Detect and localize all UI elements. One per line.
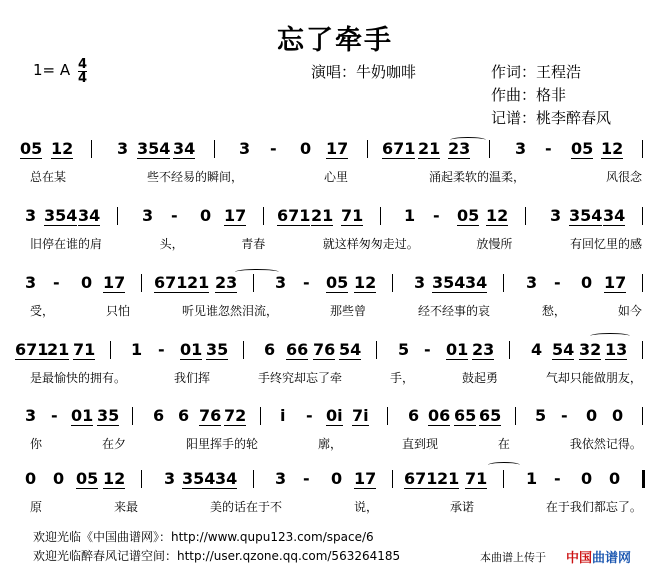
barline — [642, 207, 643, 225]
lyric-phrase: 头， — [159, 237, 184, 251]
note-group: 1 — [404, 206, 416, 225]
note-group: 671 — [404, 469, 438, 488]
note-group: 13 — [605, 340, 628, 359]
lyricist-credit: 作词：王程浩 — [491, 63, 582, 81]
note-group: - — [158, 340, 165, 359]
note-group: 66 — [286, 340, 309, 359]
note-group: - — [561, 406, 568, 425]
lyric-phrase: 手， — [389, 371, 414, 385]
barline — [392, 274, 393, 292]
barline — [642, 470, 645, 488]
note-group: - — [53, 273, 60, 292]
note-group: 17 — [103, 273, 126, 292]
lyric-phrase: 气却只能做朋友， — [545, 371, 642, 385]
note-group: 3 — [526, 273, 538, 292]
footer-link-2[interactable]: 欢迎光临醉春风记谱空间：http://user.qzone.qq.com/563264185 — [33, 549, 401, 563]
note-group: 0 — [581, 469, 593, 488]
barline — [367, 140, 368, 158]
note-group: 12 — [354, 273, 377, 292]
note-group: - — [303, 469, 310, 488]
note-group: 34 — [78, 206, 101, 225]
barline — [91, 140, 92, 158]
lyrics-row — [30, 168, 642, 185]
note-group: - — [51, 406, 58, 425]
note-group: 3 — [142, 206, 154, 225]
note-group: 3 — [164, 469, 176, 488]
lyric-phrase: 是最愉快的拥有。 — [30, 371, 127, 385]
lyric-phrase: 阳里挥手的轮 — [185, 437, 258, 451]
note-group: 71 — [465, 469, 488, 488]
note-group: 671 — [154, 273, 188, 292]
time-signature-bottom: 4 — [78, 71, 88, 86]
singer-credit: 演唱：牛奶咖啡 — [311, 63, 417, 81]
note-group: 0 — [581, 273, 593, 292]
lyric-phrase: 受， — [30, 304, 55, 318]
note-group: 354 — [44, 206, 78, 225]
note-group: - — [270, 139, 277, 158]
note-group: 3 — [414, 273, 426, 292]
lyric-phrase: 愁， — [541, 304, 566, 318]
note-group: 54 — [339, 340, 362, 359]
site-logo-part2: 曲谱网 — [592, 551, 632, 566]
barline — [503, 470, 504, 488]
key-signature: 1= A — [33, 61, 71, 79]
lyric-phrase: 些不经易的瞬间， — [146, 170, 243, 184]
note-group: 21 — [418, 139, 441, 158]
lyric-phrase: 心里 — [323, 170, 348, 184]
note-group: 5 — [398, 340, 410, 359]
note-group: 0 — [331, 469, 343, 488]
note-group: 3 — [239, 139, 251, 158]
lyric-phrase: 我依然记得。 — [569, 437, 642, 451]
score-line-6 — [25, 469, 642, 528]
note-group: 35 — [206, 340, 229, 359]
barline — [117, 207, 118, 225]
barline — [387, 407, 388, 425]
note-group: 0 — [609, 469, 621, 488]
note-group: 17 — [224, 206, 247, 225]
note-group: 0 — [586, 406, 598, 425]
barline — [243, 341, 244, 359]
note-group: 3 — [550, 206, 562, 225]
score-line-4 — [15, 340, 642, 399]
upload-credit: 本曲谱上传于 — [480, 551, 546, 564]
note-group: - — [306, 406, 313, 425]
note-group: 21 — [47, 340, 70, 359]
note-group: 23 — [448, 139, 471, 158]
note-group: 3 — [25, 406, 37, 425]
lyrics-row — [30, 302, 642, 319]
note-group: 0i — [326, 406, 343, 425]
note-group: 01 — [446, 340, 469, 359]
note-group: - — [303, 273, 310, 292]
lyric-phrase: 美的话在于不 — [209, 500, 282, 514]
note-group: - — [545, 139, 552, 158]
note-group: 23 — [215, 273, 238, 292]
note-group: - — [554, 469, 561, 488]
note-group: 3 — [117, 139, 129, 158]
note-group: 354 — [432, 273, 466, 292]
note-group: 34 — [465, 273, 488, 292]
note-group: 34 — [173, 139, 196, 158]
lyric-phrase: 在于我们都忘了。 — [545, 500, 642, 514]
site-logo-part1: 中国 — [566, 551, 593, 566]
barline — [515, 407, 516, 425]
barline — [260, 407, 261, 425]
barline — [380, 207, 381, 225]
note-group: 3 — [25, 206, 37, 225]
lyric-phrase: 在 — [497, 437, 510, 451]
barline — [489, 140, 490, 158]
lyric-phrase: 我们挥 — [173, 371, 210, 385]
note-group: 05 — [76, 469, 99, 488]
song-title: 忘了牵手 — [277, 25, 393, 56]
note-group: i — [280, 406, 286, 425]
tie-mark — [235, 269, 279, 275]
time-signature-top: 4 — [78, 57, 88, 72]
lyric-phrase: 你 — [30, 437, 43, 451]
note-group: 6 — [178, 406, 190, 425]
note-group: 35 — [97, 406, 120, 425]
note-group: 05 — [20, 139, 43, 158]
note-group: 671 — [15, 340, 49, 359]
note-group: 671 — [277, 206, 311, 225]
note-group: - — [554, 273, 561, 292]
note-group: 0 — [300, 139, 312, 158]
note-group: 17 — [326, 139, 349, 158]
note-group: 21 — [311, 206, 334, 225]
note-group: 32 — [579, 340, 602, 359]
note-group: 54 — [552, 340, 575, 359]
note-group: 05 — [457, 206, 480, 225]
barline — [642, 407, 643, 425]
barline — [253, 274, 254, 292]
note-group: 5 — [535, 406, 547, 425]
note-group: 12 — [486, 206, 509, 225]
tie-mark — [590, 333, 630, 339]
barline — [642, 341, 643, 359]
note-group: 0 — [81, 273, 93, 292]
barline — [642, 274, 643, 292]
lyrics-row — [30, 369, 642, 386]
composer-credit: 作曲：格非 — [491, 86, 567, 104]
note-group: 3 — [275, 273, 287, 292]
lyric-phrase: 说， — [353, 500, 378, 514]
score-line-5 — [25, 406, 642, 465]
note-group: 71 — [73, 340, 96, 359]
barline — [141, 274, 142, 292]
lyric-phrase: 经不经事的哀 — [417, 304, 490, 318]
lyric-phrase: 廓， — [317, 437, 342, 451]
note-group: 76 — [313, 340, 336, 359]
note-group: 12 — [601, 139, 624, 158]
lyric-phrase: 有回忆里的感 — [569, 237, 642, 251]
lyric-phrase: 青春 — [241, 237, 266, 251]
lyric-phrase: 在夕 — [101, 437, 126, 451]
lyric-phrase: 那些曾 — [329, 304, 366, 318]
lyric-phrase: 总在某 — [30, 170, 67, 184]
note-group: 17 — [604, 273, 627, 292]
note-group: 0 — [612, 406, 624, 425]
lyrics-row — [30, 235, 642, 252]
barline — [110, 341, 111, 359]
note-group: 671 — [382, 139, 416, 158]
note-group: 354 — [137, 139, 171, 158]
note-group: 354 — [569, 206, 603, 225]
lyric-phrase: 直到现 — [401, 437, 438, 451]
lyric-phrase: 涌起柔软的温柔， — [428, 170, 525, 184]
lyric-phrase: 旧停在谁的肩 — [30, 237, 103, 251]
note-group: 0 — [200, 206, 212, 225]
transcriber-credit: 记谱：桃李醉春风 — [491, 109, 612, 127]
barline — [132, 407, 133, 425]
note-group: 12 — [51, 139, 74, 158]
barline — [642, 140, 643, 158]
note-group: 71 — [341, 206, 364, 225]
barline — [525, 207, 526, 225]
lyric-phrase: 原 — [30, 500, 43, 514]
note-group: 6 — [153, 406, 165, 425]
lyrics-row — [30, 435, 642, 452]
score-line-2 — [25, 206, 642, 265]
note-group: 21 — [437, 469, 460, 488]
lyric-phrase: 来最 — [113, 500, 138, 514]
note-group: 3 — [275, 469, 287, 488]
barline — [392, 470, 393, 488]
barline — [503, 274, 504, 292]
lyric-phrase: 就这样匆匆走过。 — [322, 237, 419, 251]
barline — [253, 470, 254, 488]
score-line-1 — [20, 139, 642, 198]
note-group: 7i — [352, 406, 369, 425]
note-group: 0 — [25, 469, 37, 488]
lyric-phrase: 承诺 — [449, 500, 474, 514]
note-group: 1 — [526, 469, 538, 488]
barline — [214, 140, 215, 158]
barline — [263, 207, 264, 225]
note-group: 1 — [131, 340, 143, 359]
note-group: 05 — [326, 273, 349, 292]
note-group: 0 — [53, 469, 65, 488]
lyric-phrase: 如今 — [617, 304, 642, 318]
note-group: - — [433, 206, 440, 225]
note-group: 76 — [199, 406, 222, 425]
note-group: 354 — [182, 469, 216, 488]
lyric-phrase: 风很念 — [605, 170, 642, 184]
note-group: 72 — [224, 406, 247, 425]
note-group: 65 — [454, 406, 477, 425]
site-logo[interactable] — [566, 547, 631, 566]
barline — [141, 470, 142, 488]
note-group: 6 — [264, 340, 276, 359]
note-group: 12 — [103, 469, 126, 488]
lyrics-row — [30, 498, 642, 515]
score-line-3 — [25, 273, 642, 332]
note-group: 4 — [531, 340, 543, 359]
note-group: 01 — [180, 340, 203, 359]
note-group: 21 — [187, 273, 210, 292]
note-group: 17 — [354, 469, 377, 488]
footer-link-1[interactable]: 欢迎光临《中国曲谱网》：http://www.qupu123.com/space/6 — [33, 530, 374, 544]
lyric-phrase: 听见谁忽然泪流， — [181, 304, 278, 318]
note-group: 05 — [571, 139, 594, 158]
tie-mark — [450, 137, 486, 143]
tie-mark — [488, 462, 520, 468]
note-group: - — [171, 206, 178, 225]
lyric-phrase: 手终究却忘了牵 — [257, 371, 342, 385]
note-group: 23 — [472, 340, 495, 359]
note-group: 01 — [71, 406, 94, 425]
note-group: 34 — [215, 469, 238, 488]
barline — [376, 341, 377, 359]
lyric-phrase: 鼓起勇 — [461, 371, 498, 385]
note-group: 06 — [428, 406, 451, 425]
note-group: 34 — [603, 206, 626, 225]
note-group: 65 — [479, 406, 502, 425]
note-group: - — [424, 340, 431, 359]
note-group: 6 — [408, 406, 420, 425]
note-group: 3 — [515, 139, 527, 158]
note-group: 3 — [25, 273, 37, 292]
barline — [509, 341, 510, 359]
lyric-phrase: 只怕 — [105, 304, 130, 318]
lyric-phrase: 放慢所 — [476, 237, 513, 251]
